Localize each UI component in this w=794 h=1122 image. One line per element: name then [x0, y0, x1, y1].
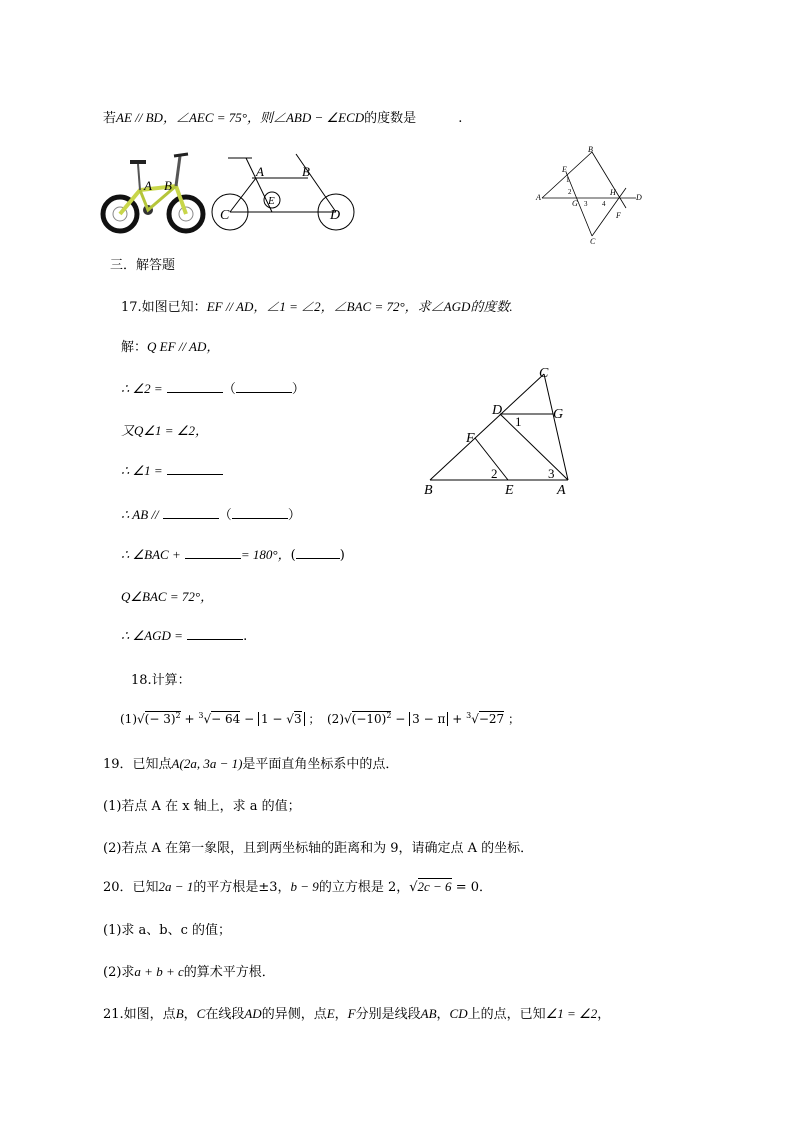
q19-part-2: (2)若点 A 在第一象限，且到两坐标轴的距离和为 9，请确定点 A 的坐标． [103, 841, 534, 856]
fig17-label-d: D [492, 403, 503, 418]
fig17-angle-2: 2 [491, 466, 498, 481]
fig17-label-g: G [553, 407, 564, 422]
q19-part-1: (1)若点 A 在 x 轴上，求 a 的值； [103, 799, 301, 814]
q18-part-2: $(2)√(-10)^2 - 3 - \pi + ^3√-27$ ； [327, 711, 521, 726]
q20-stem: 20．已知2a − 1的平方根是±3，b − 9的立方根是 2，√2c − 6 = 0． [103, 879, 493, 895]
q17-line-6: ∴ ∠BAC + = 180°，( ) [121, 547, 345, 563]
fig17-angle-3: 3 [548, 466, 555, 481]
q17-line-1: 解：Q EF // AD， [121, 339, 220, 355]
q17-line-3: 又Q∠1 = ∠2， [121, 423, 208, 438]
q17-stem: 17.如图已知：EF // AD，∠1 = ∠2，∠BAC = 72°，求∠AGD的度数. [121, 299, 513, 315]
answer-blank [187, 627, 243, 640]
bike-schematic-figure [210, 152, 358, 236]
fig2-label-h: H [610, 188, 616, 197]
cbrt-sign: √ [203, 712, 212, 726]
q21-stem: 21.如图，点B，C在线段AD的异侧，点E，F分别是线段AB，CD上的点，已知∠1 = ∠2， [103, 1006, 611, 1022]
q19-stem: 19．已知点A(2a, 3a − 1)是平面直角坐标系中的点． [103, 756, 399, 772]
answer-blank [185, 546, 241, 559]
fig2-label-a: A [536, 193, 541, 202]
q18-title: 18.计算： [131, 673, 191, 688]
fig2-label-d: D [636, 193, 642, 202]
fig2-label-c: C [590, 237, 596, 246]
sqrt-sign: √ [137, 712, 145, 726]
reason-blank [232, 506, 288, 519]
fig17-label-f: F [466, 431, 475, 446]
reason-blank [296, 546, 340, 559]
fig16-label-b: B [302, 164, 310, 179]
fig17-label-b: B [424, 483, 433, 498]
q16-text: 若AE // BD，∠AEC = 75°，则∠ABD − ∠ECD的度数是 . [103, 110, 463, 126]
bicycle-image [100, 148, 206, 236]
section-title: 三．解答题 [110, 258, 176, 273]
q17-line-2: ∴ ∠2 = （ ） [121, 381, 305, 397]
q18-part-1: $(1)√(- 3)^2 + ^3√- 64 - 1 - √3$ ； [120, 711, 321, 726]
fig2-angle-1: 1 [566, 176, 570, 184]
fig17-label-a: A [557, 483, 566, 498]
fig2-label-f: F [616, 211, 621, 220]
answer-blank [167, 380, 223, 393]
bike-label-a: A [144, 178, 152, 193]
q20-part-2: (2)求a + b + c的算术平方根． [103, 964, 275, 980]
fig2-angle-3: 3 [584, 200, 588, 208]
q17-line-5: ∴ AB // （ ） [121, 507, 301, 523]
q17-triangle-figure [420, 362, 580, 498]
fig17-label-c: C [539, 366, 549, 381]
abs-value: 3 − π [409, 712, 448, 726]
fig2-label-e: E [562, 165, 567, 174]
fig17-label-e: E [505, 483, 514, 498]
parallel-lines-figure [530, 142, 648, 246]
q17-line-4: ∴ ∠1 = [121, 462, 223, 479]
fig17-angle-1: 1 [515, 414, 522, 429]
fig16-label-e: E [268, 195, 275, 207]
reason-blank [236, 380, 292, 393]
bike-label-b: B [164, 178, 172, 193]
answer-blank [163, 506, 219, 519]
q17-line-7: Q∠BAC = 72°， [121, 589, 214, 604]
fig2-angle-2: 2 [568, 188, 572, 196]
answer-blank [167, 462, 223, 475]
fig16-label-c: C [220, 208, 230, 223]
cbrt-sign: √ [471, 712, 479, 726]
q16-condition: AE // BD，∠AEC = 75°，则∠ABD − ∠ECD [116, 110, 365, 125]
fig2-angle-4: 4 [602, 200, 606, 208]
abs-value: 1 − √3 [258, 712, 305, 726]
q20-part-1: (1)求 a、b、c 的值； [103, 923, 232, 938]
fig16-label-a: A [256, 164, 264, 179]
q17-line-8: ∴ ∠AGD = . [121, 628, 248, 644]
sqrt-sign: √ [344, 712, 352, 726]
fig2-label-b: B [588, 145, 593, 154]
fig2-label-g: G [572, 199, 578, 208]
fig16-label-d: D [330, 208, 341, 223]
